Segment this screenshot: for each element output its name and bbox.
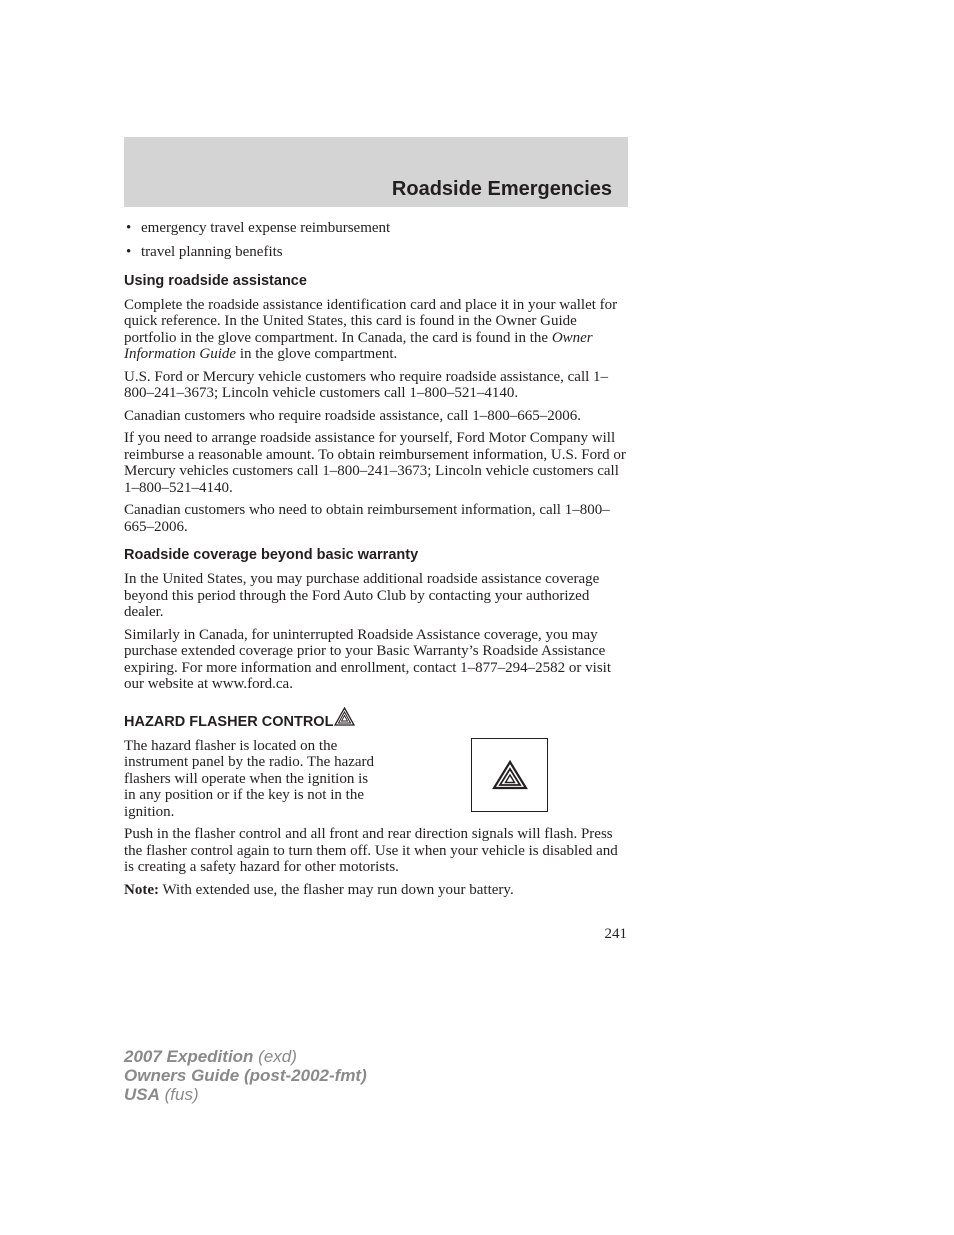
paragraph: The hazard flasher is located on the instrument panel by the radio. The hazard flashers will operate when the ignition is in any position or if the key is not in the ignition. <box>124 737 375 820</box>
heading-hazard-flasher-control: HAZARD FLASHER CONTROL <box>124 707 630 731</box>
hazard-warning-icon <box>334 707 355 731</box>
note: Note: With extended use, the flasher may run down your battery. <box>124 881 514 898</box>
paragraph: If you need to arrange roadside assistance for yourself, Ford Motor Company will reimburse a reasonable amount. To obtain reimbursement information, U.S. Ford or Mercury vehicles customers call 1–800–241–3673; Lincoln vehicle customers call 1–800–521–4140. <box>124 430 626 496</box>
heading-using-roadside-assistance: Using roadside assistance <box>124 272 307 289</box>
footer-line: 2007 Expedition (exd) <box>124 1047 297 1066</box>
paragraph: Similarly in Canada, for uninterrupted Roadside Assistance coverage, you may purchase extended coverage prior to your Basic Warranty’s Roadside Assistance expiring. For more information and enrollment, contact 1–877–294–2582 or visit our website at www.ford.ca. <box>124 626 611 692</box>
paragraph: Canadian customers who require roadside assistance, call 1–800–665–2006. <box>124 407 581 424</box>
paragraph: Push in the flasher control and all front and rear direction signals will flash. Press the flasher control again to turn them off. Use it when your vehicle is disabled and is creating a safety hazard for other motorists. <box>124 826 618 875</box>
hazard-section <box>124 738 630 899</box>
list-item: • travel planning benefits <box>126 244 283 260</box>
footer-line: Owners Guide (post-2002-fmt) <box>124 1066 367 1085</box>
owner-guide-title: Owner Information Guide <box>124 329 593 362</box>
paragraph: Canadian customers who need to obtain reimbursement information, call 1–800–665–2006. <box>124 502 610 535</box>
bullet-icon: • <box>126 244 132 260</box>
section-header-band <box>124 137 628 207</box>
hazard-triangle-icon <box>492 760 528 790</box>
feature-list <box>124 220 630 261</box>
section-title: Roadside Emergencies <box>391 178 612 200</box>
paragraph: Complete the roadside assistance identification card and place it in your wallet for quick reference. In the United States, this card is found in the Owner Guide portfolio in the glove compartment. In Canada, the card is found in the Owner Information Guide in the glove compartment. <box>124 296 618 362</box>
page-content <box>124 220 630 904</box>
paragraph: U.S. Ford or Mercury vehicle customers who require roadside assistance, call 1–800–241–3673; Lincoln vehicle customers call 1–800–521–4140. <box>124 368 609 401</box>
note-label: Note: <box>124 881 159 898</box>
hazard-button-illustration <box>471 738 548 812</box>
bullet-icon: • <box>126 220 132 236</box>
paragraph: In the United States, you may purchase additional roadside assistance coverage beyond this period through the Ford Auto Club by contacting your authorized dealer. <box>124 571 600 620</box>
footer-line: USA (fus) <box>124 1085 199 1104</box>
heading-roadside-coverage: Roadside coverage beyond basic warranty <box>124 547 419 563</box>
list-item: • emergency travel expense reimbursement <box>126 220 391 236</box>
document-footer <box>124 1047 367 1104</box>
page-number: 241 <box>604 926 627 942</box>
